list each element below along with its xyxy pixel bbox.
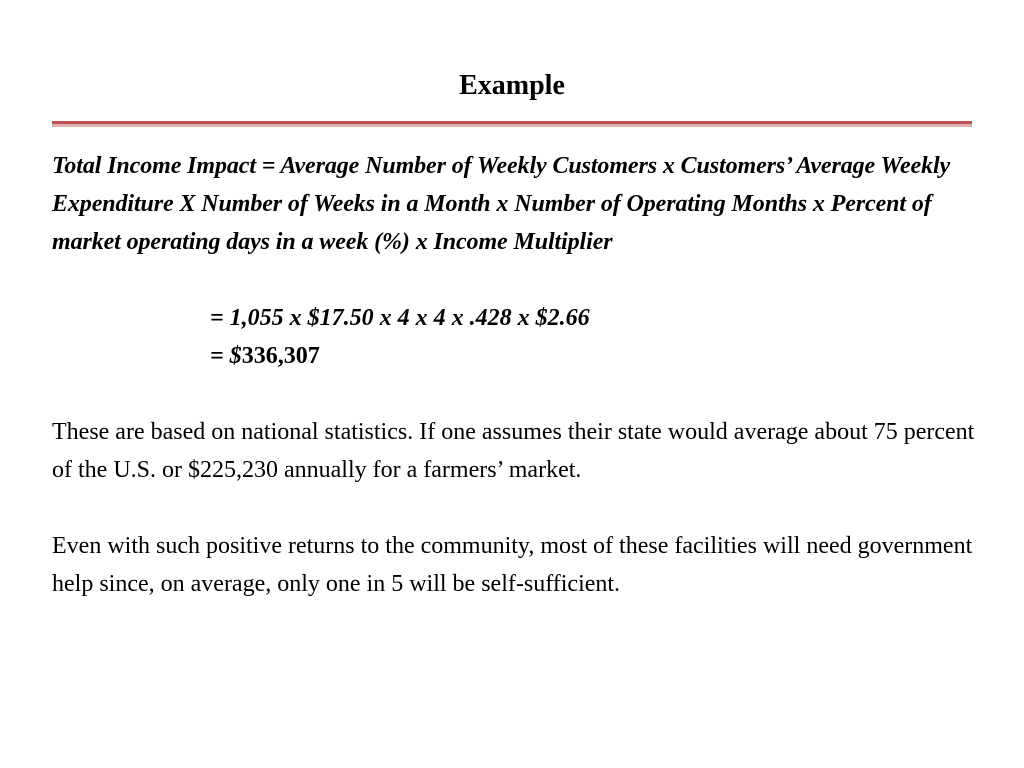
- calculation-result: [210, 337, 982, 375]
- paragraph-national-statistics: These are based on national statistics. If one assumes their state would average about 75 percent of the U.S. or $225,230 annually for a farmers’ market.: [52, 419, 975, 483]
- calculation-result-value: 336,307: [241, 343, 320, 369]
- calculation-block: [52, 299, 982, 375]
- paragraph-government-help: Even with such positive returns to the community, most of these facilities will need government help since, on average, only one in 5 will be self-sufficient.: [52, 533, 973, 597]
- title-divider: [52, 121, 972, 127]
- calculation-line: = 1,055 x $17.50 x 4 x 4 x .428 x $2.66: [210, 305, 590, 331]
- title-divider-shadow: [52, 124, 972, 127]
- slide-title: Example: [459, 70, 565, 101]
- calculation-result-prefix: = $: [210, 343, 242, 369]
- income-formula: Total Income Impact = Average Number of Weekly Customers x Customers’ Average Weekly Expenditure X Number of Weeks in a Month x Number of Operating Months x Percent of market operating days in a week (%) x Income Multiplier: [52, 153, 951, 255]
- slide-body: [52, 147, 982, 603]
